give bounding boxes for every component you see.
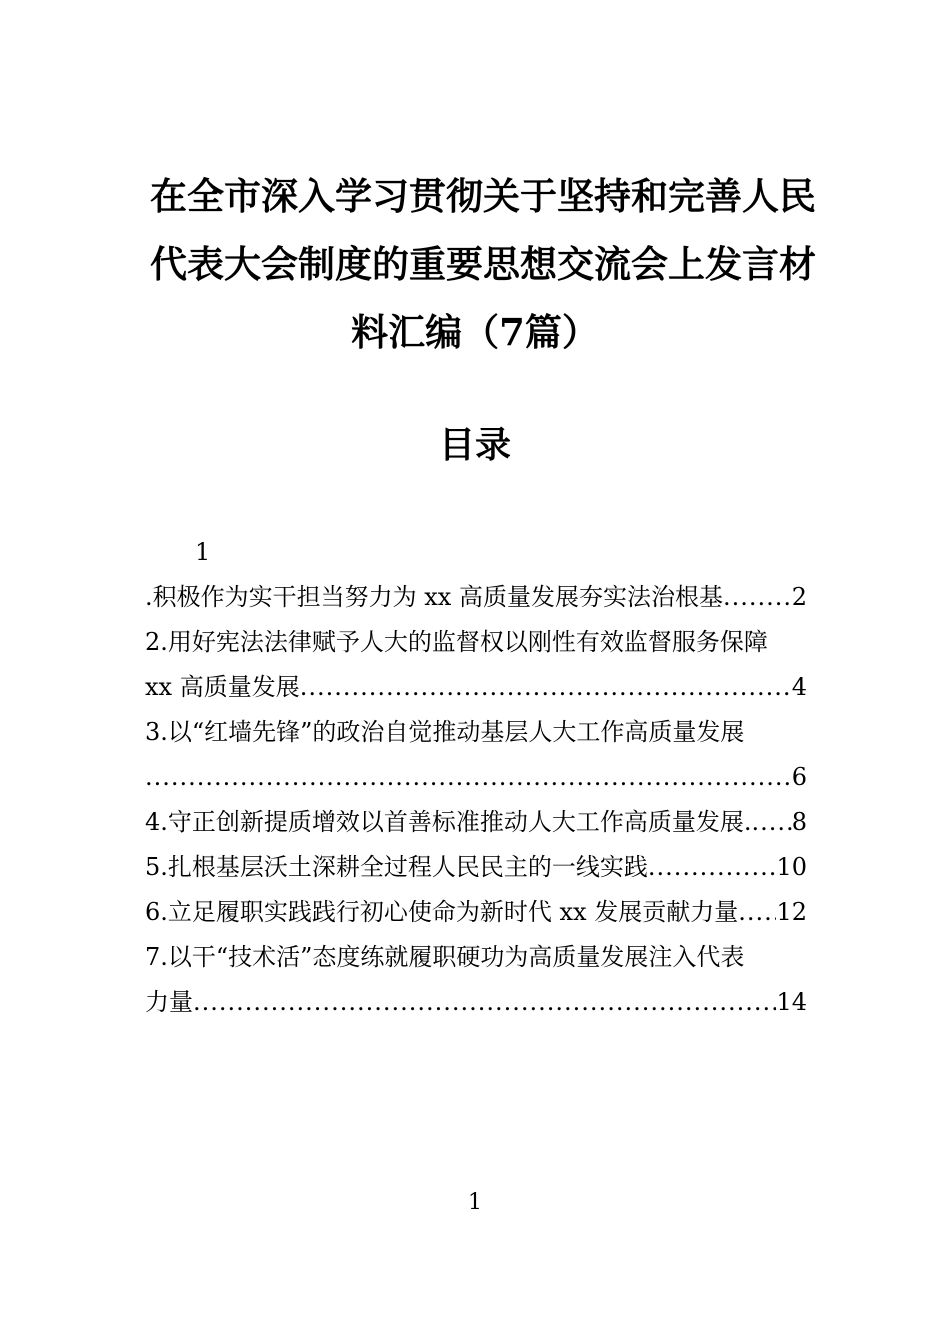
toc-entry-3-continuation[interactable] [145, 755, 807, 800]
toc-entry-text: 力量 [145, 988, 193, 1016]
toc-leader-dots [738, 890, 776, 935]
toc-entry-text: 4.守正创新提质增效以首善标准推动人大工作高质量发展. [145, 808, 752, 836]
toc-leader-dots [723, 575, 792, 620]
toc-leader-dots [300, 665, 792, 710]
toc-entry-5[interactable] [145, 845, 807, 890]
toc-entry-7-continuation[interactable] [145, 980, 807, 1025]
toc-page-number: 4 [791, 673, 807, 701]
title-line: 代表大会制度的重要思想交流会上发言材 [150, 242, 816, 286]
toc-page-number: 2 [791, 583, 807, 611]
toc-leader-dots [752, 800, 792, 845]
toc-heading: 目录 [438, 424, 511, 466]
toc-entry-6[interactable] [145, 890, 807, 935]
toc-entry-text: 6.立足履职实践践行初心使命为新时代 xx 发展贡献力量 [145, 898, 739, 926]
title-line: 在全市深入学习贯彻关于坚持和完善人民 [150, 174, 816, 218]
toc-page-number: 14 [776, 988, 807, 1016]
toc-entry-text: 1 [195, 538, 211, 566]
toc-page-number: 8 [791, 808, 807, 836]
toc-entry-text: 7.以干“技术活”态度练就履职硬功为高质量发展注入代表 [145, 943, 745, 971]
toc-entry-4[interactable] [145, 800, 807, 845]
toc-entry-text: .积极作为实干担当努力为 xx 高质量发展夯实法治根基 [145, 583, 723, 611]
toc-entry-text: 5.扎根基层沃土深耕全过程人民民主的一线实践 [145, 853, 648, 881]
toc-page-number: 12 [776, 898, 807, 926]
toc-leader-dots [648, 845, 777, 890]
toc-entry-text: xx 高质量发展 [145, 673, 300, 701]
toc-entry-7[interactable] [145, 935, 807, 980]
toc-page-number: 10 [776, 853, 807, 881]
toc-entry-3[interactable] [145, 710, 807, 755]
toc-page-number: 6 [791, 763, 807, 791]
toc-leader-dots [193, 980, 776, 1025]
toc-entry-text: 2.用好宪法法律赋予人大的监督权以刚性有效监督服务保障 [145, 628, 768, 656]
table-of-contents [145, 530, 807, 1025]
toc-entry-1-number[interactable] [145, 530, 807, 575]
toc-entry-text: 3.以“红墙先锋”的政治自觉推动基层人大工作高质量发展 [145, 718, 745, 746]
toc-entry-1[interactable] [145, 575, 807, 620]
toc-leader-dots [145, 755, 792, 800]
toc-entry-2[interactable] [145, 620, 807, 665]
toc-entry-2-continuation[interactable] [145, 665, 807, 710]
document-title [150, 162, 816, 366]
title-line: 料汇编（7篇） [351, 310, 599, 354]
page-number: 1 [468, 1190, 482, 1215]
